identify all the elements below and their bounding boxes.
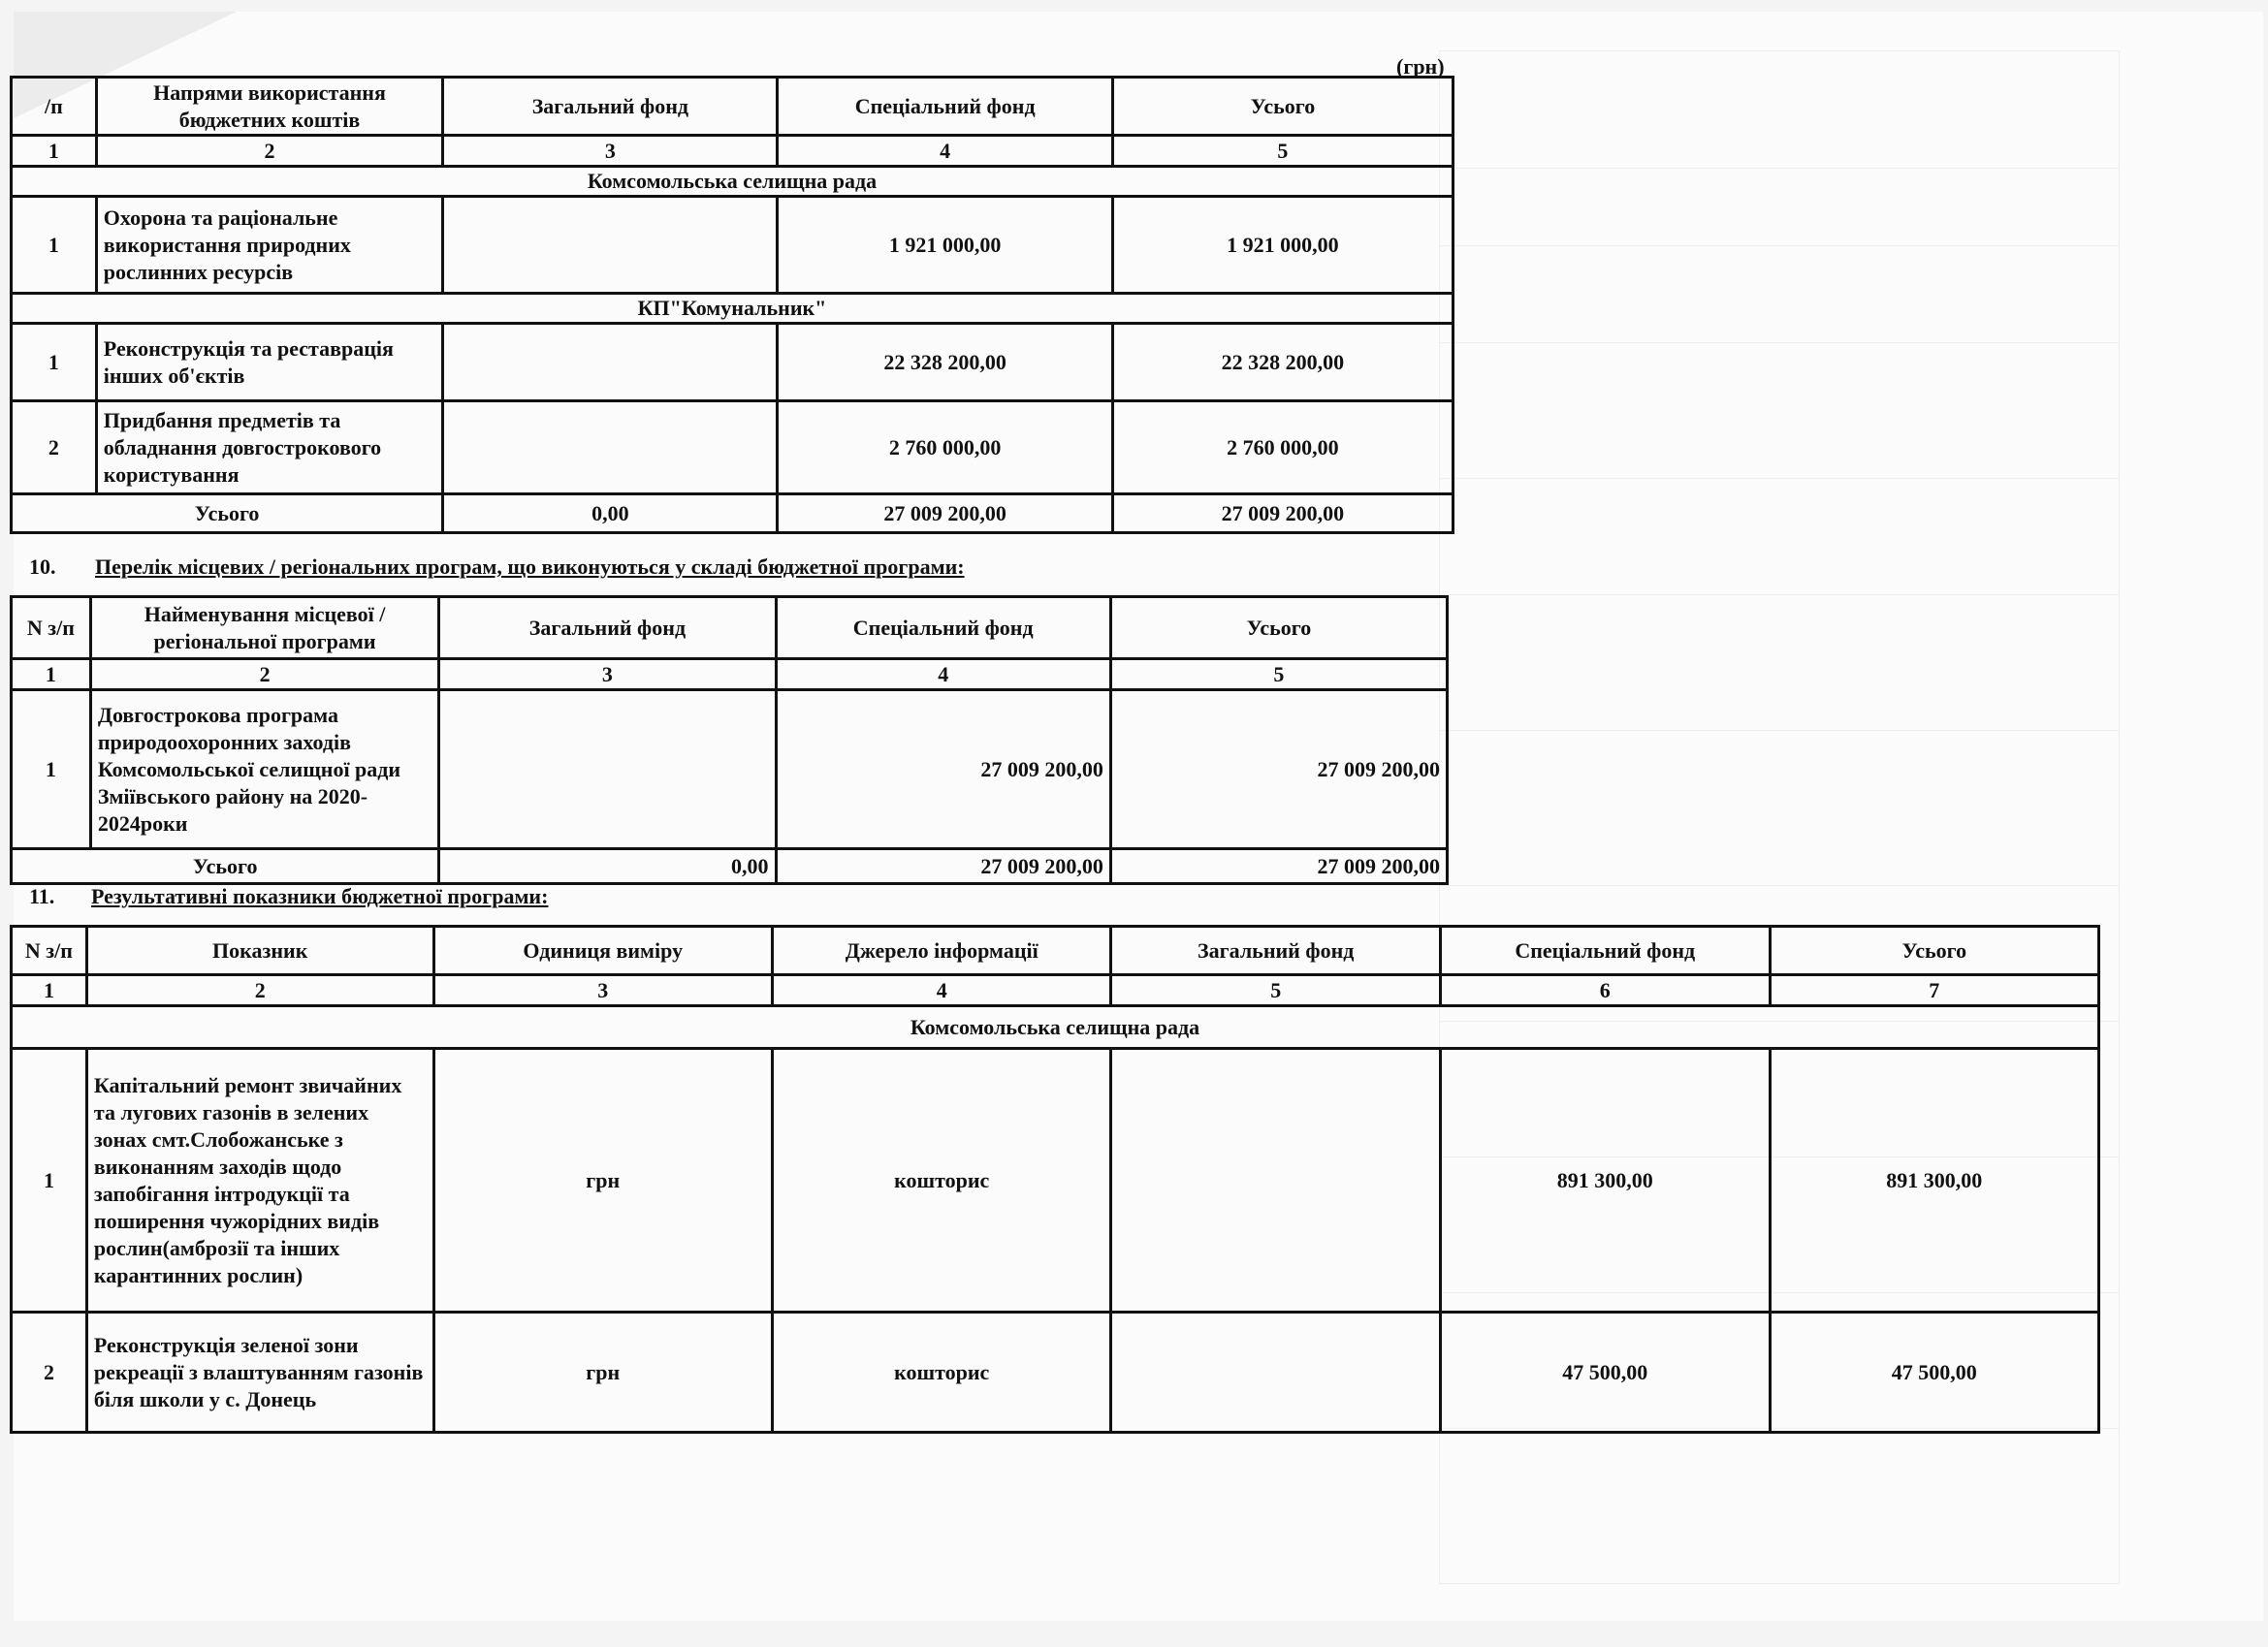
- section-11-title: [91, 884, 548, 909]
- total-row: [12, 849, 1448, 884]
- col-num: 4: [778, 136, 1112, 167]
- row-general: [443, 401, 778, 494]
- col-num: 3: [443, 136, 778, 167]
- total-row: [12, 494, 1453, 533]
- th-num: /п: [12, 78, 97, 136]
- table-row: [12, 324, 1453, 401]
- row-special: 47 500,00: [1440, 1313, 1770, 1433]
- total-label: Усього: [12, 494, 443, 533]
- th-source: Джерело інформації: [772, 927, 1110, 975]
- th-general-fund: Загальний фонд: [439, 597, 776, 659]
- row-num: 1: [12, 690, 91, 849]
- total-label: Усього: [12, 849, 439, 884]
- th-num: N з/п: [12, 927, 87, 975]
- col-num: 4: [776, 659, 1110, 690]
- section-11-num: 11.: [29, 884, 55, 908]
- row-name: Охорона та раціональне використання природних рослинних ресурсів: [96, 197, 442, 294]
- row-general: [443, 324, 778, 401]
- col-num: 2: [96, 136, 442, 167]
- section-title: КП"Комунальник": [12, 294, 1453, 324]
- th-special-fund: Спеціальний фонд: [776, 597, 1110, 659]
- row-unit: грн: [433, 1049, 772, 1313]
- row-general: [439, 690, 776, 849]
- table-row: [12, 690, 1448, 849]
- row-name: Придбання предметів та обладнання довгострокового користування: [96, 401, 442, 494]
- row-special: 27 009 200,00: [776, 690, 1110, 849]
- section-10-title-text: Перелік місцевих / регіональних програм, що виконуються у складі бюджетної програми:: [95, 554, 965, 579]
- th-num: N з/п: [12, 597, 91, 659]
- th-program: Найменування місцевої / регіональної програми: [90, 597, 438, 659]
- row-special: 1 921 000,00: [778, 197, 1112, 294]
- th-direction: Напрями використання бюджетних коштів: [96, 78, 442, 136]
- row-total: 891 300,00: [1770, 1049, 2098, 1313]
- col-num: 1: [12, 659, 91, 690]
- col-num: 2: [86, 975, 433, 1006]
- row-name: Реконструкція та реставрація інших об'єктів: [96, 324, 442, 401]
- row-total: 1 921 000,00: [1112, 197, 1453, 294]
- th-total: Усього: [1112, 78, 1453, 136]
- row-special: 891 300,00: [1440, 1049, 1770, 1313]
- col-num: 1: [12, 975, 87, 1006]
- col-num: 5: [1111, 975, 1441, 1006]
- col-num: 1: [12, 136, 97, 167]
- th-total: Усього: [1770, 927, 2098, 975]
- row-name: Капітальний ремонт звичайних та лугових газонів в зелених зонах смт.Слобожанське з виконанням заходів щодо запобігання інтродукції та поширення чужорідних видів рослин(амброзії та інших карантинних рослин): [86, 1049, 433, 1313]
- th-general-fund: Загальний фонд: [1111, 927, 1441, 975]
- total-special: 27 009 200,00: [776, 849, 1110, 884]
- row-total: 2 760 000,00: [1112, 401, 1453, 494]
- col-num: 4: [772, 975, 1110, 1006]
- th-indicator: Показник: [86, 927, 433, 975]
- table-row: [12, 1049, 2099, 1313]
- row-name: Довгострокова програма природоохоронних заходів Комсомольської селищної ради Зміївського району на 2020-2024роки: [90, 690, 438, 849]
- row-name: Реконструкція зеленої зони рекреації з влаштуванням газонів біля школи у с. Донець: [86, 1313, 433, 1433]
- col-num: 6: [1440, 975, 1770, 1006]
- col-num: 7: [1770, 975, 2098, 1006]
- row-num: 2: [12, 401, 97, 494]
- col-num: 2: [90, 659, 438, 690]
- section-10-num: 10.: [29, 554, 56, 579]
- row-general: [443, 197, 778, 294]
- row-special: 2 760 000,00: [778, 401, 1112, 494]
- total-total: 27 009 200,00: [1110, 849, 1447, 884]
- table-programs: [10, 595, 1449, 885]
- table-indicators: [10, 925, 2100, 1434]
- th-unit: Одиниця виміру: [433, 927, 772, 975]
- total-total: 27 009 200,00: [1112, 494, 1453, 533]
- row-source: кошторис: [772, 1049, 1110, 1313]
- th-total: Усього: [1110, 597, 1447, 659]
- row-total: 27 009 200,00: [1110, 690, 1447, 849]
- row-special: 22 328 200,00: [778, 324, 1112, 401]
- th-special-fund: Спеціальний фонд: [778, 78, 1112, 136]
- unit-label: (грн): [1396, 54, 1445, 79]
- row-total: 47 500,00: [1770, 1313, 2098, 1433]
- th-special-fund: Спеціальний фонд: [1440, 927, 1770, 975]
- th-general-fund: Загальний фонд: [443, 78, 778, 136]
- row-num: 2: [12, 1313, 87, 1433]
- total-general: 0,00: [443, 494, 778, 533]
- section-title: Комсомольська селищна рада: [12, 167, 1453, 197]
- col-num: 5: [1110, 659, 1447, 690]
- table-row: [12, 1313, 2099, 1433]
- col-num: 3: [433, 975, 772, 1006]
- row-general: [1111, 1049, 1441, 1313]
- table-row: [12, 197, 1453, 294]
- col-num: 5: [1112, 136, 1453, 167]
- section-10-title: [95, 554, 965, 580]
- row-unit: грн: [433, 1313, 772, 1433]
- col-num: 3: [439, 659, 776, 690]
- total-special: 27 009 200,00: [778, 494, 1112, 533]
- row-num: 1: [12, 197, 97, 294]
- row-general: [1111, 1313, 1441, 1433]
- row-num: 1: [12, 324, 97, 401]
- table-directions: [10, 76, 1454, 534]
- section-title: Комсомольська селищна рада: [12, 1006, 2099, 1049]
- row-source: кошторис: [772, 1313, 1110, 1433]
- row-num: 1: [12, 1049, 87, 1313]
- row-total: 22 328 200,00: [1112, 324, 1453, 401]
- total-general: 0,00: [439, 849, 776, 884]
- section-11-title-text: Результативні показники бюджетної програми:: [91, 884, 549, 908]
- table-row: [12, 401, 1453, 494]
